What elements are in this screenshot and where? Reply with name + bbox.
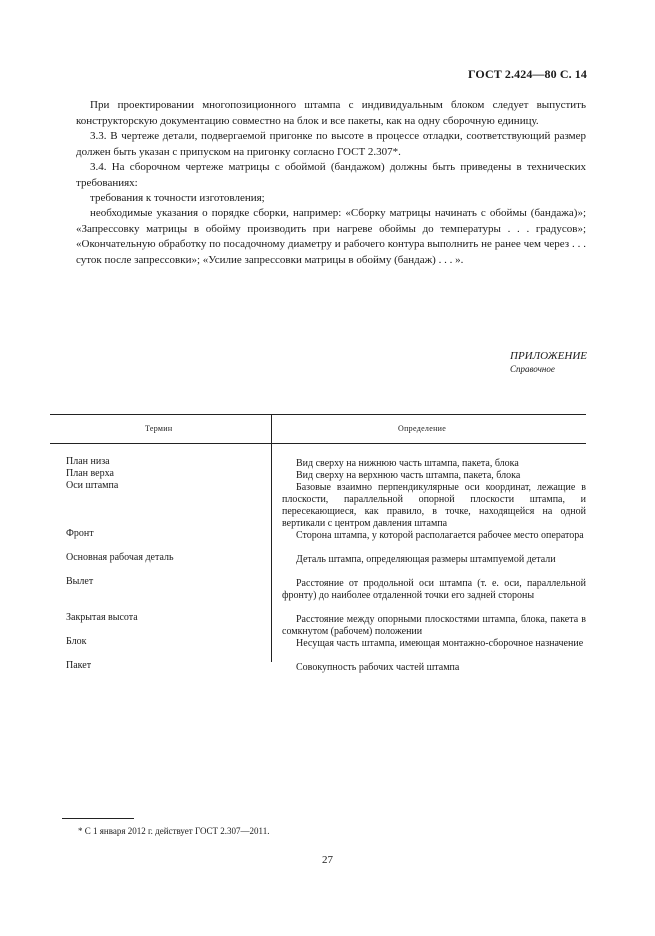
term-zakrytaya-vysota: Закрытая высота — [66, 612, 138, 623]
page-number: 27 — [322, 854, 333, 866]
term-plan-verkha: План верха — [66, 468, 114, 479]
footnote: * С 1 января 2012 г. действует ГОСТ 2.307—2011. — [78, 826, 270, 836]
paragraph-intro: При проектировании многопозиционного штампа с индивидуальным блоком следует выпустить конструкторскую документацию совместно на блок и все пакеты, как на одну сборочную единицу. — [76, 99, 586, 127]
definition-blok: Несущая часть штампа, имеющая монтажно-сборочное назначение — [296, 638, 584, 649]
definition-plan-verkha: Вид сверху на верхнюю часть штампа, пакета, блока — [296, 470, 521, 481]
table-header-rule — [50, 443, 586, 444]
definition-vylet: Расстояние от продольной оси штампа (т. е. оси, параллельной фронту) до наиболее отдаленной точки его задней стороны — [282, 578, 586, 601]
paragraph-requirement-2: необходимые указания о порядке сборки, например: «Сборку матрицы начинать с обоймы (бандажа)»; «Запрессовку матрицы в обойму производить при нагреве обоймы до температуры . . . градусов»; «Окончательную обработку по посадочному диаметру и рабочего контура выполнить не ранее чем через . . . суток после запрессовки»; «Усилие запрессовки матрицы в обойму (бандаж) . . . ». — [76, 207, 586, 266]
table-column-divider — [271, 414, 272, 662]
term-plan-niza: План низа — [66, 456, 110, 467]
definition-zakrytaya-vysota: Расстояние между опорными плоскостями штампа, блока, пакета в сомкнутом (рабочем) положении — [282, 614, 586, 637]
appendix-label — [510, 350, 587, 376]
term-osi-shtampa: Оси штампа — [66, 480, 119, 491]
definition-front: Сторона штампа, у которой располагается рабочее место оператора — [296, 530, 584, 541]
term-osnovnaya-detal: Основная рабочая деталь — [66, 552, 174, 563]
definition-osi-shtampa: Базовые взаимно перпендикулярные оси координат, лежащие в плоскости, параллельной опорной плоскости штампа, и пересекающиеся, как правило, в точке, находящейся на одной вертикали с центром давления штампа — [282, 482, 586, 529]
definition-paket: Совокупность рабочих частей штампа — [296, 662, 460, 673]
document-header: ГОСТ 2.424—80 С. 14 — [467, 67, 587, 81]
term-paket: Пакет — [66, 660, 92, 671]
definition-plan-niza: Вид сверху на нижнюю часть штампа, пакета, блока — [296, 458, 519, 469]
paragraph-3-4: 3.4. На сборочном чертеже матрицы с обоймой (бандажом) должны быть приведены в технических требованиях: — [76, 161, 586, 189]
table-header-term: Термин — [145, 424, 173, 433]
term-vylet: Вылет — [66, 576, 94, 587]
term-front: Фронт — [66, 528, 94, 539]
footnote-rule — [62, 818, 134, 819]
appendix-title: ПРИЛОЖЕНИЕ — [510, 350, 587, 362]
table-top-rule — [50, 414, 586, 415]
term-blok: Блок — [66, 636, 87, 647]
paragraph-requirement-1: требования к точности изготовления; — [90, 192, 265, 204]
paragraph-3-3: 3.3. В чертеже детали, подвергаемой пригонке по высоте в процессе отладки, соответствующий размер должен быть указан с припуском на пригонку согласно ГОСТ 2.307*. — [76, 130, 586, 158]
definition-osnovnaya-detal: Деталь штампа, определяющая размеры штампуемой детали — [296, 554, 556, 565]
table-header-definition: Определение — [398, 424, 447, 433]
appendix-subtitle: Справочное — [510, 364, 555, 374]
